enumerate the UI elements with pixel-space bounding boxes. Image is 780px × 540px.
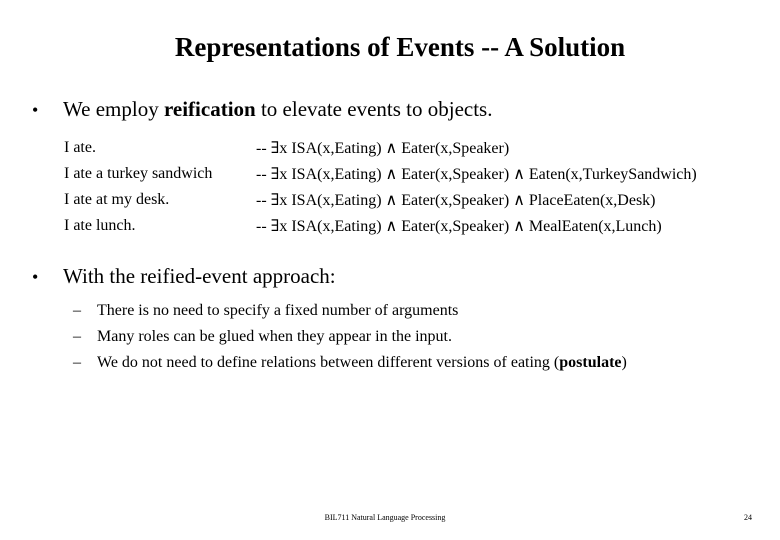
sub-item-text bbox=[97, 354, 627, 372]
example-row bbox=[64, 135, 697, 161]
example-sentence: I ate lunch. bbox=[64, 217, 136, 234]
sub-item bbox=[73, 298, 627, 324]
bullet-text-prefix: We employ bbox=[63, 97, 164, 121]
bullet-reification bbox=[32, 97, 492, 122]
slide-title: Representations of Events -- A Solution bbox=[174, 32, 626, 62]
bullet-text: With the reified-event approach: bbox=[63, 264, 336, 288]
example-sentence: I ate at my desk. bbox=[64, 191, 170, 208]
footer-course: BIL711 Natural Language Processing bbox=[324, 513, 446, 522]
sub-item bbox=[73, 350, 627, 376]
bullet-text bbox=[63, 97, 492, 122]
example-logic: -- ∃x ISA(x,Eating) ∧ Eater(x,Speaker) ∧ PlaceEaten(x,Desk) bbox=[256, 192, 656, 209]
example-logic: -- ∃x ISA(x,Eating) ∧ Eater(x,Speaker) bbox=[256, 140, 510, 157]
reification-term: reification bbox=[163, 97, 256, 121]
examples-table bbox=[64, 135, 697, 239]
bullet-dot: • bbox=[32, 267, 39, 287]
page-number: 24 bbox=[744, 513, 752, 522]
sub-list bbox=[73, 298, 627, 376]
dash-marker: – bbox=[73, 302, 81, 319]
sub-item-text-main: We do not need to define relations between different versions of eating ( bbox=[97, 354, 560, 371]
postulate-term: postulate bbox=[559, 354, 622, 371]
sub-item-text: There is no need to specify a fixed number of arguments bbox=[97, 302, 459, 319]
example-row bbox=[64, 161, 697, 187]
example-row bbox=[64, 213, 697, 239]
sub-item-text-close: ) bbox=[621, 354, 627, 371]
example-logic: -- ∃x ISA(x,Eating) ∧ Eater(x,Speaker) ∧ Eaten(x,TurkeySandwich) bbox=[256, 166, 697, 183]
dash-marker: – bbox=[73, 354, 81, 371]
example-row bbox=[64, 187, 697, 213]
example-logic: -- ∃x ISA(x,Eating) ∧ Eater(x,Speaker) ∧ MealEaten(x,Lunch) bbox=[256, 218, 662, 235]
dash-marker: – bbox=[73, 328, 81, 345]
example-sentence: I ate a turkey sandwich bbox=[64, 165, 213, 182]
sub-item-text: Many roles can be glued when they appear in the input. bbox=[97, 328, 452, 345]
bullet-reified-approach bbox=[32, 264, 336, 289]
example-sentence: I ate. bbox=[64, 139, 96, 156]
bullet-dot: • bbox=[32, 100, 39, 120]
sub-item bbox=[73, 324, 627, 350]
bullet-text-suffix: to elevate events to objects. bbox=[255, 97, 493, 121]
